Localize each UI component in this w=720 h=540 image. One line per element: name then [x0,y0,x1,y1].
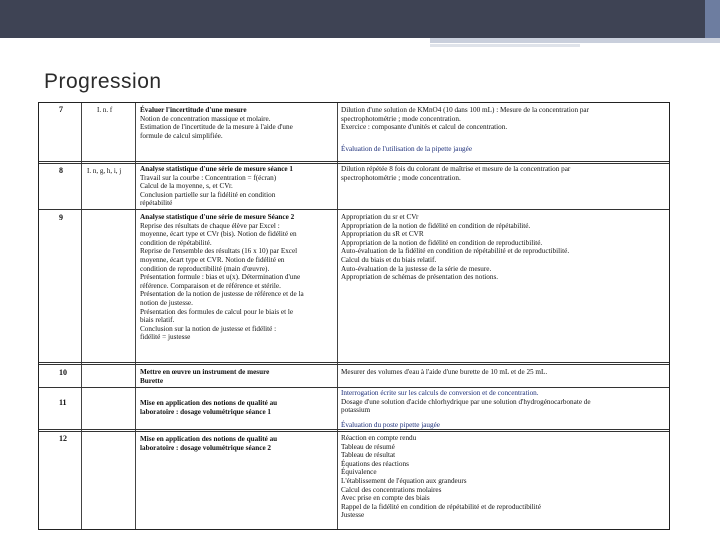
row-number: 7 [59,105,63,114]
theory-line: Présentation formule : bias et u(x). Détermination d'une [140,273,301,282]
theory-line: Mise en application des notions de qualité au [140,399,278,407]
practice-line: Équations des réactions [341,459,409,468]
practice-line: Équivalence [341,468,377,477]
row-number: 12 [59,434,67,443]
slide-title: Progression [44,70,162,93]
theory-line: condition de reproductibilité (main d'œuvre). [140,264,270,273]
practice-line: Auto-évaluation de la fidélité en condition de répétabilité et de reproductibilité. [341,247,570,256]
theory-line: Évaluer l'incertitude d'une mesure [140,106,247,114]
header-stripe [430,38,720,43]
header-band [0,0,705,38]
theory-line: notion de justesse. [140,298,193,307]
practice-line: Exercice : composante d'unités et calcul de concentration. [341,123,508,132]
practice-line: Calcul des concentrations molaires [341,485,442,494]
theory-line: Conclusion partielle sur la fidélité en condition [140,190,276,199]
theory-line: Conclusion sur la notion de justesse et fidélité : [140,324,277,333]
practice-cell [341,165,570,182]
theory-line: formule de calcul simplifiée. [140,131,223,140]
theory-line: Calcul de la moyenne, s, et CVr. [140,182,233,191]
practice-line: Mesurer des volumes d'eau à l'aide d'une burette de 10 mL et de 25 mL. [341,368,548,376]
theory-cell [140,165,293,208]
practice-line: Dilution d'une solution de KMnO4 (10 dans 100 mL) : Mesure de la concentration par [341,106,590,114]
practice-line-highlight: Évaluation de l'utilisation de la pipette jaugée [341,144,473,153]
theory-line: Reprise des résultats de chaque élève par Excel : [140,221,280,230]
row-number: 8 [59,166,63,175]
theory-line: Notion de concentration massique et molaire. [140,114,271,123]
row-number: 11 [59,398,67,407]
row-code: I. n, g, h, i, j [87,167,122,175]
row-number: 9 [59,213,63,222]
theory-line: Travail sur la courbe : Concentration = f(écran) [140,173,277,182]
practice-line-highlight: Interrogation écrite sur les calculs de conversion et de concentration. [341,389,539,397]
row-code: I. n. f [97,106,113,114]
theory-line: laboratoire : dosage volumétrique séance 2 [140,443,272,452]
theory-line: Reprise de l'ensemble des résultats (16 x 10) par Excel [140,247,298,256]
header-stripe-secondary [430,44,580,47]
theory-cell [140,213,304,342]
practice-line: spectrophotométrie ; mode concentration. [341,114,461,123]
theory-cell [140,368,269,385]
practice-line-highlight: Évaluation du poste pipette jaugée [341,420,440,429]
practice-line: Appropriation de la notion de fidélité en condition de répétabilité. [341,221,531,230]
theory-line: Analyse statistique d'une série de mesure Séance 2 [140,213,295,221]
practice-line: L'établissement de l'équation aux grandeurs [341,476,467,485]
header-accent [705,0,720,38]
practice-line: Appropriation de la notion de fidélité en condition de reproductibilité. [341,238,543,247]
practice-line: spectrophotométrie ; mode concentration. [341,173,461,182]
theory-line: fidélité = justesse [140,333,191,342]
practice-line: Appropriation du sR et CVR [341,230,424,239]
theory-cell [140,106,293,140]
theory-line: moyenne, écart type et CVr (bis). Notion de fidélité en [140,230,297,239]
theory-cell [140,435,277,452]
practice-cell [341,213,569,282]
practice-line: potassium [341,406,371,415]
practice-line: Rappel de la fidélité en condition de répétabilité et de reproductibilité [341,502,541,511]
practice-line: Tableau de résultat [341,451,396,460]
theory-line: laboratoire : dosage volumétrique séance 1 [140,407,272,416]
progression-table [38,102,670,530]
practice-line: Dilution répétée 8 fois du colorant de maîtrise et mesure de la concentration par [341,165,571,173]
theory-line: Burette [140,376,164,385]
practice-cell [341,389,591,429]
theory-line: Mise en application des notions de qualité au [140,435,278,443]
theory-line: Mettre en œuvre un instrument de mesure [140,368,270,376]
practice-line: Réaction en compte rendu [341,434,417,442]
practice-line: Appropriation du sr et CVr [341,213,419,221]
theory-line: Présentation de la notion de justesse de référence et de la [140,290,304,299]
theory-line: moyenne, écart type et CVR. Notion de fidélité en [140,255,285,264]
row-number: 10 [59,368,67,377]
practice-line: Calcul du biais et du biais relatif. [341,255,437,264]
theory-line: condition de répétabilité. [140,238,212,247]
theory-line: répétabilité [140,199,173,208]
practice-cell [341,368,547,377]
practice-line: Justesse [341,511,365,520]
practice-line: Avec prise en compte des biais [341,494,430,503]
practice-line: Dosage d'une solution d'acide chlorhydrique par une solution d'hydrogénocarbonate de [341,397,591,406]
practice-line: Auto-évaluation de la justesse de la série de mesure. [341,264,492,273]
theory-line: référence. Comparaison et de référence et stérile. [140,281,281,290]
theory-cell [140,399,277,416]
theory-line: Analyse statistique d'une série de mesure séance 1 [140,165,293,173]
practice-cell [341,434,541,520]
theory-line: Présentation des formules de calcul pour le biais et le [140,307,294,316]
theory-line: Estimation de l'incertitude de la mesure à l'aide d'une [140,123,293,132]
practice-line: Tableau de résumé [341,442,395,451]
practice-line: Appropriation de schémas de présentation des notions. [341,273,499,282]
practice-cell [341,106,589,153]
theory-line: biais relatif. [140,316,175,325]
